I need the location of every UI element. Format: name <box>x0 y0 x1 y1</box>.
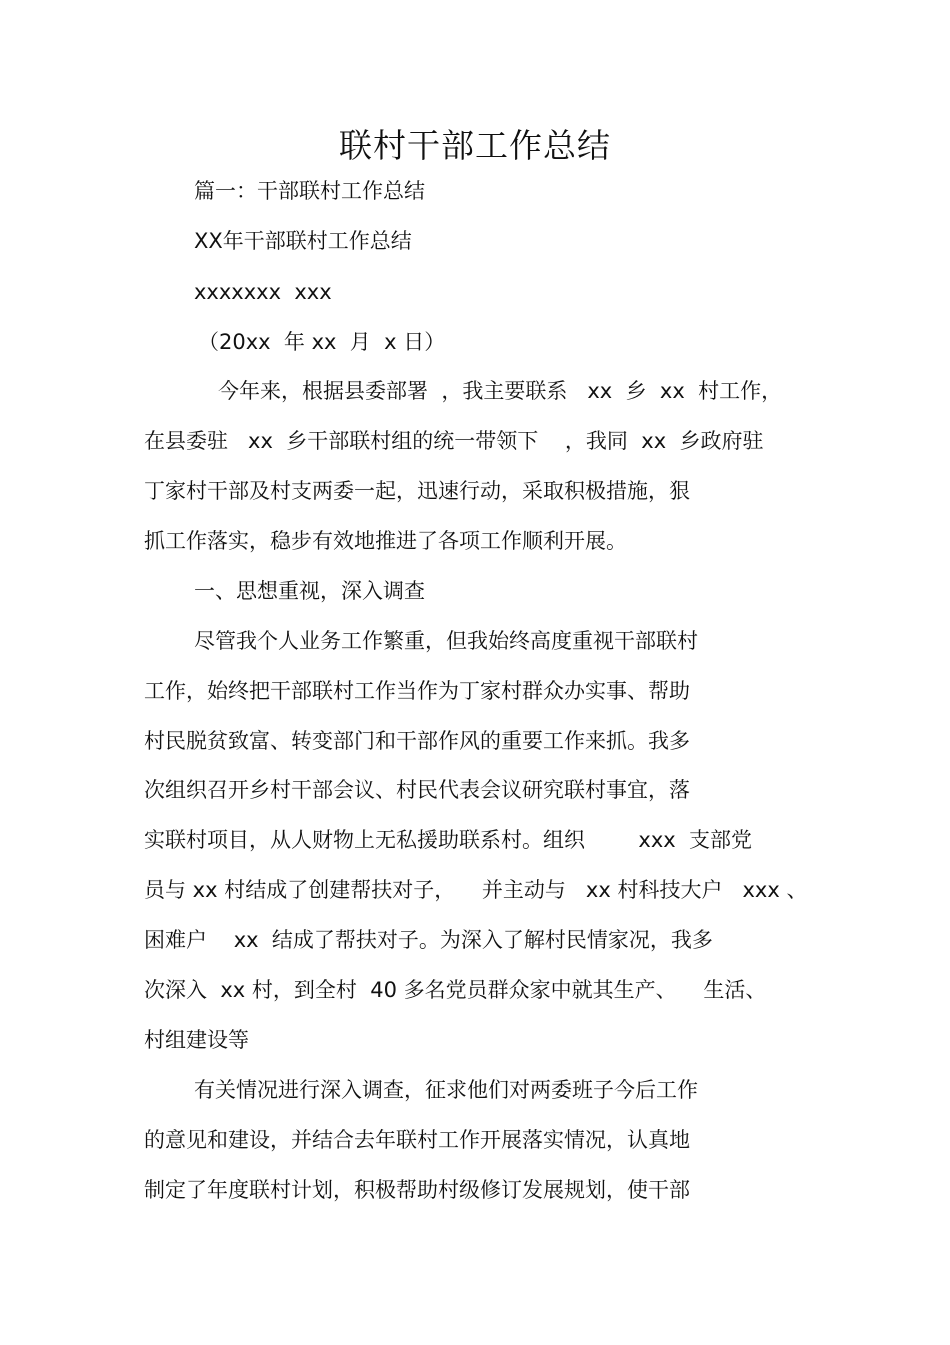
paragraph-line: 村民脱贫致富、转变部门和干部作风的重要工作来抓。我多 <box>144 729 690 753</box>
paragraph-line: 在县委驻 xx 乡干部联村组的统一带领下 ，我同 xx 乡政府驻 <box>144 429 764 453</box>
text-line: XX年干部联村工作总结 <box>194 229 412 253</box>
paragraph-line: 实联村项目，从人财物上无私援助联系村。组织 xxx 支部党 <box>144 828 753 852</box>
paragraph-line: 丁家村干部及村支两委一起，迅速行动，采取积极措施，狠 <box>144 479 690 503</box>
paragraph-line: 次深入 xx 村，到全村 40 多名党员群众家中就其生产、 生活、 <box>144 978 767 1002</box>
paragraph-line: 尽管我个人业务工作繁重，但我始终高度重视干部联村 <box>194 629 698 653</box>
paragraph-line: 今年来，根据县委部署 ，我主要联系 xx 乡 xx 村工作， <box>218 379 783 403</box>
paragraph-line: 有关情况进行深入调查，征求他们对两委班子今后工作 <box>194 1078 698 1102</box>
subtitle-line: 篇一：干部联村工作总结 <box>194 179 425 203</box>
paragraph-line: 员与 xx 村结成了创建帮扶对子， 并主动与 xx 村科技大户 xxx 、 <box>144 878 808 902</box>
text-line: xxxxxxx xxx <box>194 280 332 304</box>
paragraph-line: 制定了年度联村计划，积极帮助村级修订发展规划，使干部 <box>144 1178 690 1202</box>
section-heading: 一、思想重视，深入调查 <box>194 579 425 603</box>
paragraph-line: 的意见和建设，并结合去年联村工作开展落实情况，认真地 <box>144 1128 690 1152</box>
document-title: 联村干部工作总结 <box>339 126 611 165</box>
date-line: （20xx 年 xx 月 x 日） <box>198 330 446 354</box>
paragraph-line: 次组织召开乡村干部会议、村民代表会议研究联村事宜，落 <box>144 778 690 802</box>
paragraph-line: 困难户 xx 结成了帮扶对子。为深入了解村民情家况，我多 <box>144 928 713 952</box>
paragraph-line: 抓工作落实，稳步有效地推进了各项工作顺利开展。 <box>144 529 627 553</box>
paragraph-line: 村组建设等 <box>144 1028 249 1052</box>
paragraph-line: 工作，始终把干部联村工作当作为丁家村群众办实事、帮助 <box>144 679 690 703</box>
